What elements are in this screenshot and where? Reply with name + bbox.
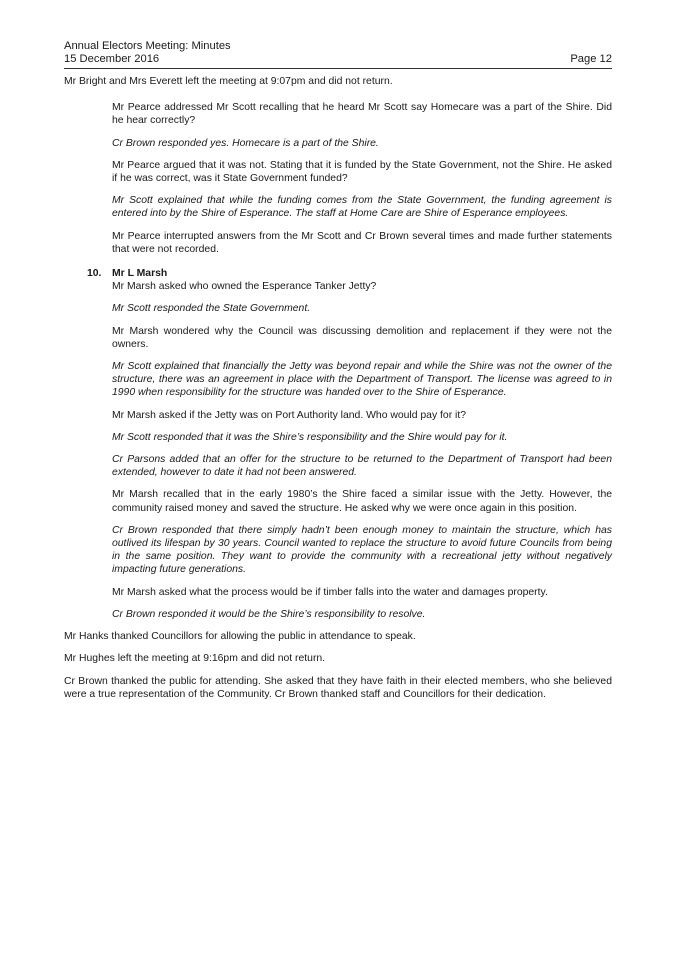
page-header <box>64 40 612 69</box>
response-paragraph: Mr Scott explained that while the funding comes from the State Government, the funding agreement is entered into by the Shire of Esperance. The staff at Home Care are Shire of Esperance employees. <box>112 195 612 220</box>
marsh-paragraph: Mr Marsh asked if the Jetty was on Port Authority land. Who would pay for it? <box>112 409 467 421</box>
header-title: Annual Electors Meeting: Minutes <box>64 40 231 52</box>
response-paragraph: Mr Scott responded that it was the Shire’s responsibility and the Shire would pay for it. <box>112 431 508 443</box>
marsh-paragraph: Mr Marsh asked who owned the Esperance Tanker Jetty? <box>112 281 377 293</box>
pearce-paragraph: Mr Pearce addressed Mr Scott recalling that he heard Mr Scott say Homecare was a part of the Shire. Did he hear correctly? <box>112 102 612 127</box>
response-paragraph: Mr Scott responded the State Government. <box>112 303 311 315</box>
header-rule <box>64 68 612 69</box>
response-paragraph: Cr Brown responded that there simply hadn’t been enough money to maintain the structure, which has outlived its lifespan by 30 years. Council wanted to replace the structure to avoid future Councils from being in the same position. They want to provide the community with a recreational jetty without negatively impacting future generations. <box>112 524 612 576</box>
intro-paragraph: Mr Bright and Mrs Everett left the meeting at 9:07pm and did not return. <box>64 76 393 87</box>
section-number: 10. <box>87 268 102 280</box>
marsh-paragraph: Mr Marsh asked what the process would be if timber falls into the water and damages property. <box>112 586 548 598</box>
closing-paragraph: Mr Hanks thanked Councillors for allowing the public in attendance to speak. <box>64 631 416 643</box>
section-name: Mr L Marsh <box>112 268 168 280</box>
response-paragraph: Cr Brown responded yes. Homecare is a part of the Shire. <box>112 137 379 149</box>
header-row <box>64 53 612 66</box>
closing-paragraph: Mr Hughes left the meeting at 9:16pm and did not return. <box>64 653 326 665</box>
response-paragraph: Mr Scott explained that financially the Jetty was beyond repair and while the Shire was not the owner of the structure, there was an agreement in place with the Department of Transport. The license was agreed to in 1990 when responsibility for the structure was handed over to the Shire of Esperance. <box>112 361 612 399</box>
block-pearce <box>64 101 612 256</box>
header-page-number: Page 12 <box>570 53 612 65</box>
header-date: 15 December 2016 <box>64 53 160 65</box>
document-page <box>64 40 612 701</box>
pearce-paragraph: Mr Pearce interrupted answers from the Mr Scott and Cr Brown several times and made further statements that were not recorded. <box>112 230 612 255</box>
pearce-paragraph: Mr Pearce argued that it was not. Stating that it is funded by the State Government, not the Shire. He asked if he was correct, was it State Government funded? <box>112 159 612 185</box>
block-marsh <box>64 280 612 621</box>
response-paragraph: Cr Parsons added that an offer for the structure to be returned to the Department of Transport had been extended, however to date it had not been answered. <box>112 454 612 479</box>
closing-paragraph: Cr Brown thanked the public for attending. She asked that they have faith in their elected members, who she believed were a true representation of the Community. Cr Brown thanked staff and Councillors for their dedication. <box>64 675 612 700</box>
section-heading <box>87 267 612 280</box>
marsh-paragraph: Mr Marsh recalled that in the early 1980’s the Shire faced a similar issue with the Jetty. However, the community raised money and saved the structure. He asked why we were once again in this position. <box>112 489 612 514</box>
response-paragraph: Cr Brown responded it would be the Shire’s responsibility to resolve. <box>112 608 426 620</box>
marsh-paragraph: Mr Marsh wondered why the Council was discussing demolition and replacement if they were not the owners. <box>112 325 612 350</box>
